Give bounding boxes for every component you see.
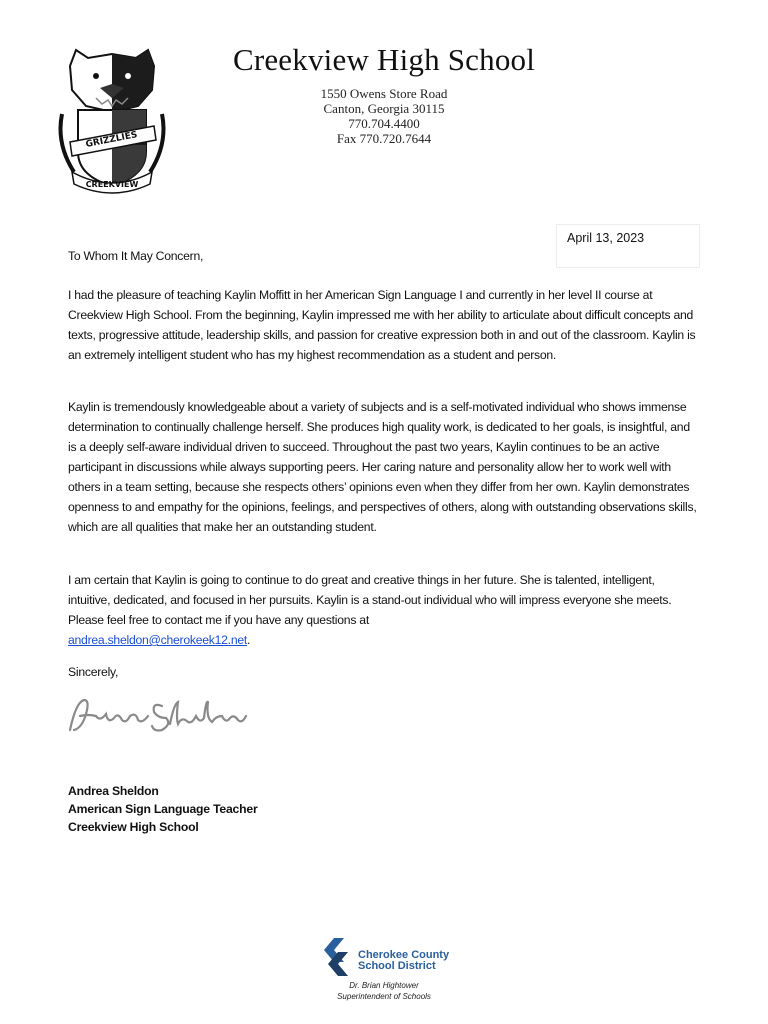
closing: Sincerely, — [68, 665, 119, 679]
address-city: Canton, Georgia 30115 — [323, 101, 445, 116]
paragraph-2 — [68, 397, 700, 537]
crest-banner-top: GRIZZLIES — [84, 130, 139, 150]
superintendent-title: Superintendent of Schools — [337, 992, 431, 1001]
superintendent-name: Dr. Brian Hightower — [349, 981, 419, 990]
crest-banner-bottom: CREEKVIEW — [85, 180, 139, 189]
paragraph-3 — [68, 570, 700, 650]
signer-school: Creekview High School — [68, 820, 199, 834]
cherokee-county-logo-icon — [320, 936, 356, 978]
paragraph-1 — [68, 285, 700, 365]
superintendent-info — [328, 980, 440, 1002]
address-fax: Fax 770.720.7644 — [336, 131, 432, 146]
signature-block — [68, 782, 258, 836]
paragraph-3-text: I am certain that Kaylin is going to continue to do great and creative things in her future. She is talented, intelligent, intuitive, dedicated, and focused in her pursuits. Kaylin is a stand-out individual who will impress everyone she meets. Please feel free to contact me if you have any questions at — [68, 573, 672, 627]
handwritten-signature — [66, 694, 252, 738]
signer-title: American Sign Language Teacher — [68, 802, 258, 816]
email-link[interactable]: andrea.sheldon@cherokeek12.net — [68, 633, 248, 647]
grizzlies-crest-logo — [52, 44, 172, 194]
address-phone: 770.704.4400 — [348, 116, 420, 131]
paragraph-1-text: I had the pleasure of teaching Kaylin Moffitt in her American Sign Language I and currently in her level II course at Creekview High School. From the beginning, Kaylin impressed me with her ability to articulate about difficult concepts and texts, progressive attitude, leadership skills, and passion for creative expression both in and out of the classroom. Kaylin is an extremely intelligent student who has my highest recommendation as a student and person. — [68, 288, 696, 362]
school-address — [284, 86, 484, 146]
paragraph-2-text: Kaylin is tremendously knowledgeable about a variety of subjects and is a self-motivated individual who shows immense determination to continually challenge herself. She produces high quality work, is dedicated to her goals, is insightful, and is a deeply self-aware individual driven to succeed. Throughout the past two years, Kaylin continues to be an active participant in discussions while always supporting peers. Her caring nature and personality allow her to work well with others in a team setting, because she respects others’ opinions even when they differ from her own. Kaylin demonstrates openness to and empathy for the opinions, feelings, and perspectives of others, along with outstanding observations skills, which are all qualities that make her an outstanding student. — [68, 400, 697, 534]
address-street: 1550 Owens Store Road — [320, 86, 448, 101]
letter-date: April 13, 2023 — [567, 231, 645, 245]
signer-name: Andrea Sheldon — [68, 784, 159, 798]
district-name — [358, 950, 449, 972]
salutation: To Whom It May Concern, — [68, 249, 204, 263]
email-trailing-period: . — [247, 633, 251, 647]
school-name: Creekview High School — [232, 42, 536, 77]
district-name-line-2: School District — [358, 960, 436, 972]
district-name-line-1: Cherokee County — [358, 949, 450, 961]
